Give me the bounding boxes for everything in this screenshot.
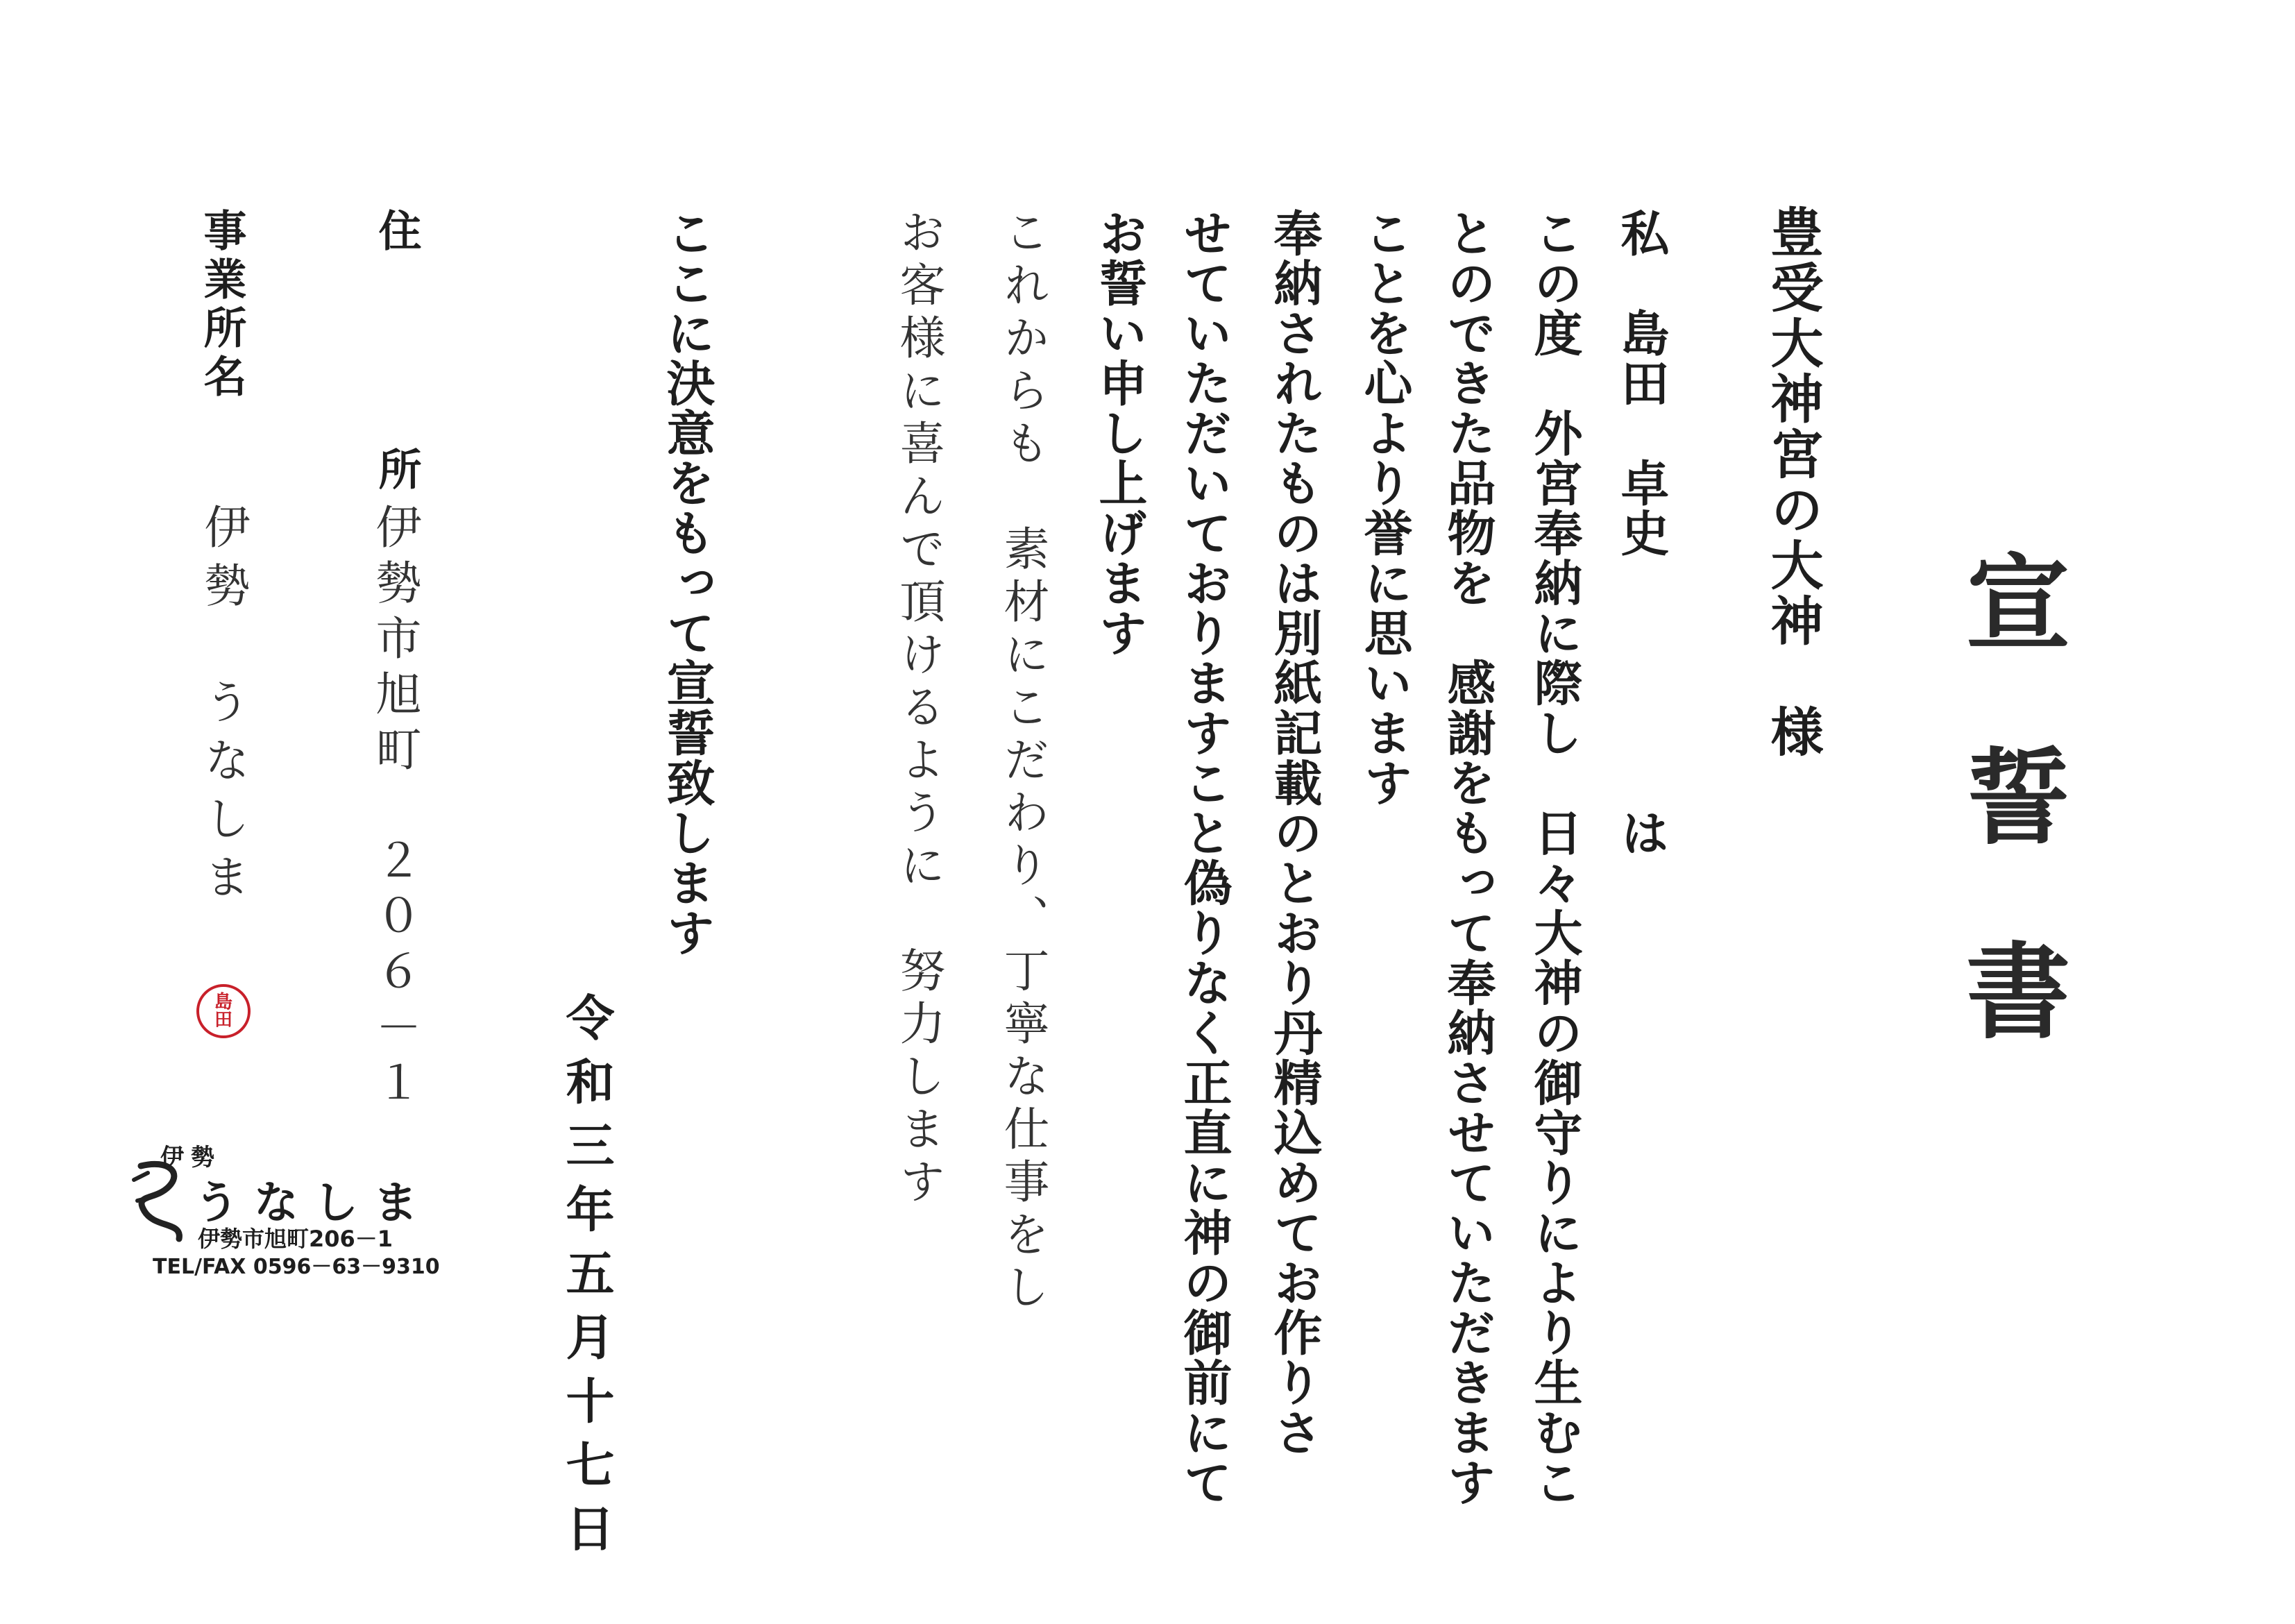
handwritten-commitment-line: これからも 素材にこだわり、丁寧な仕事をし xyxy=(996,208,1049,1316)
address-value: 伊勢市旭町 ２０６－１ xyxy=(368,503,421,1114)
logo-phone: TEL/FAX 0596－63－9310 xyxy=(153,1255,440,1279)
body-line: とのできた品物を 感謝をもって奉納させていただきます xyxy=(1439,208,1497,1507)
body-line: せていただいておりますこと偽りなく正直に神の御前にて xyxy=(1176,208,1233,1507)
pledger-line: 私 島田 卓史 は xyxy=(1613,208,1670,858)
body-line: この度 外宮奉納に際し 日々大神の御守りにより生むこ xyxy=(1526,208,1584,1507)
address-label: 住 所 xyxy=(371,208,422,566)
body-line: ことを心より誉に思います xyxy=(1356,208,1414,808)
logo-address: 伊勢市旭町206－1 xyxy=(198,1226,393,1252)
logo-small-text: 伊勢 xyxy=(160,1144,221,1172)
addressee: 豊受大神宮の大神 様 xyxy=(1762,205,1824,760)
business-label: 事業所名 xyxy=(196,208,247,403)
business-value: 伊勢 うなしま xyxy=(196,503,250,911)
body-line: お誓い申し上げます xyxy=(1091,208,1149,658)
document-title: 宣誓書 xyxy=(1948,548,2070,1131)
seal-text: 島 xyxy=(214,992,232,1013)
body-line: 奉納されたものは別紙記載のとおり丹精込めてお作りさ xyxy=(1266,208,1323,1457)
logo-name: うなしま xyxy=(194,1178,433,1229)
name-seal xyxy=(196,984,251,1038)
handwritten-commitment-line: お客様に喜んで頂けるように 努力します xyxy=(892,208,945,1210)
closing-statement: ここに決意をもって宣誓致します xyxy=(659,208,716,958)
company-logo xyxy=(121,1138,455,1277)
seal-text: 田 xyxy=(214,1010,232,1031)
date: 令和三年五月十七日 xyxy=(558,992,616,1567)
